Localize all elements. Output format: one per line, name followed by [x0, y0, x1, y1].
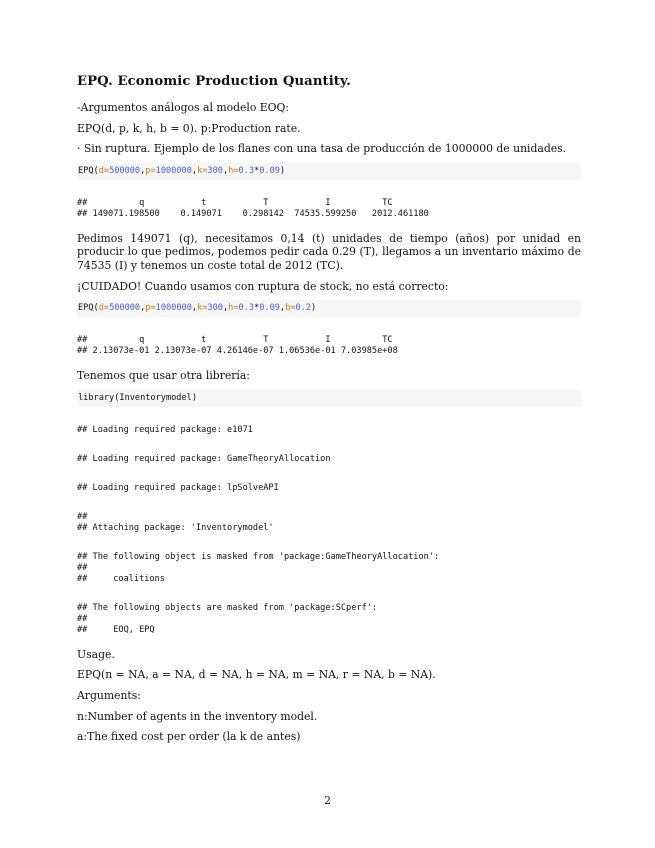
output-header-1: ## q t T I TC — [77, 197, 393, 208]
argument-n: n:Number of agents in the inventory model. — [77, 709, 318, 723]
page-number: 2 — [324, 794, 331, 807]
output-attaching-line-1: ## — [77, 511, 88, 522]
intro-line-1: -Argumentos análogos al modelo EOQ: — [77, 101, 289, 114]
section-title: EPQ. Economic Production Quantity. — [77, 74, 351, 89]
output-masked-object-line-3: ## coalitions — [77, 573, 165, 584]
output-attaching-line-2: ## Attaching package: 'Inventorymodel' — [77, 522, 274, 533]
explanation-paragraph: Pedimos 149071 (q), necesitamos 0,14 (t) unidades de tiempo (años) por unidad en producir lo que pedimos, podemos pedir cada 0.29 (T), llegamos a un inventario máximo de 74535 (I) y tenemos un coste total de 2012 (TC). — [77, 231, 581, 272]
output-loading-lpsolve: ## Loading required package: lpSolveAPI — [77, 482, 279, 493]
intro-line-3: · Sin ruptura. Ejemplo de los flanes con una tasa de producción de 1000000 de unidades. — [77, 142, 567, 156]
warning-paragraph: ¡CUIDADO! Cuando usamos con ruptura de stock, no está correcto: — [77, 279, 449, 293]
output-loading-gametheory: ## Loading required package: GameTheoryAllocation — [77, 453, 331, 464]
output-masked-object-line-2: ## — [77, 562, 88, 573]
output-masked-object-line-1: ## The following object is masked from 'package:GameTheoryAllocation': — [77, 551, 440, 562]
output-loading-e1071: ## Loading required package: e1071 — [77, 424, 253, 435]
intro-line-2: EPQ(d, p, k, h, b = 0). p:Production rate. — [77, 121, 301, 135]
output-values-1: ## 149071.198500 0.149071 0.298142 74535.599250 2012.461180 — [77, 208, 429, 219]
usage-label: Usage. — [77, 647, 115, 661]
arguments-label: Arguments: — [77, 688, 141, 702]
library-paragraph: Tenemos que usar otra librería: — [77, 369, 250, 383]
document-page — [77, 74, 581, 751]
argument-a: a:The fixed cost per order (la k de antes) — [77, 730, 301, 744]
output-masked-objects-line-1: ## The following objects are masked from 'package:SCperf': — [77, 602, 378, 613]
code-block-epq-shortage: EPQ(d=500000,p=1000000,k=300,h=0.3*0.09,b=0.2) — [77, 300, 581, 317]
output-masked-objects-line-3: ## EOQ, EPQ — [77, 624, 155, 635]
output-values-2: ## 2.13073e-01 2.13073e-07 4.26146e-07 1.06536e-01 7.03985e+08 — [77, 346, 398, 357]
code-block-library: library(Inventorymodel) — [77, 390, 581, 407]
output-header-2: ## q t T I TC — [77, 335, 393, 346]
code-block-epq: EPQ(d=500000,p=1000000,k=300,h=0.3*0.09) — [77, 163, 581, 180]
output-masked-objects-line-2: ## — [77, 613, 88, 624]
usage-signature: EPQ(n = NA, a = NA, d = NA, h = NA, m = NA, r = NA, b = NA). — [77, 668, 436, 682]
